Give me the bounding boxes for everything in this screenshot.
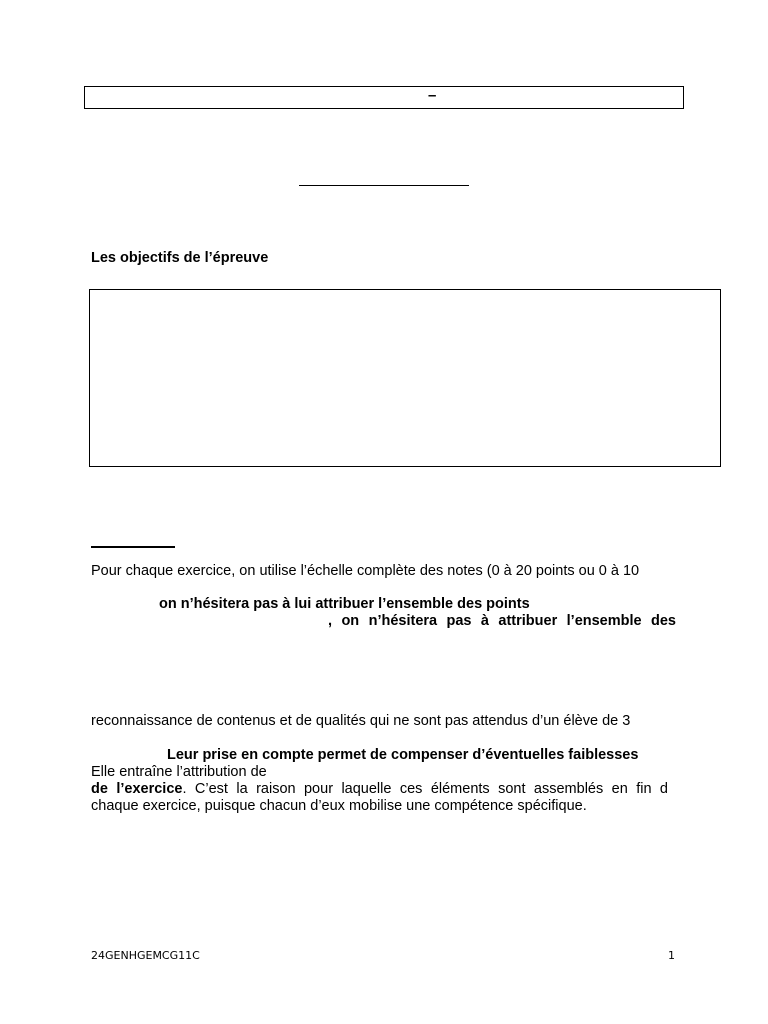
body-line-5: Leur prise en compte permet de compenser d’éventuelles faiblesses [167, 747, 639, 763]
body-line-1: Pour chaque exercice, on utilise l’échelle complète des notes (0 à 20 points ou 0 à 10 [91, 563, 640, 579]
header-box [84, 86, 684, 109]
header-dash: – [428, 87, 437, 104]
footer-code: 24GENHGEMCG11C [91, 949, 200, 962]
objectives-box [89, 289, 721, 467]
body-line-7 [91, 781, 668, 798]
page-number: 1 [668, 949, 675, 962]
body-line-7-rest: . C’est la raison pour laquelle ces éléments sont assemblés en fin d [182, 781, 668, 797]
body-line-6: Elle entraîne l’attribution de [91, 764, 267, 780]
body-line-4: reconnaissance de contenus et de qualités qui ne sont pas attendus d’un élève de 3 [91, 713, 631, 729]
body-line-2: on n’hésitera pas à lui attribuer l’ensemble des points [159, 596, 530, 612]
body-line-8: chaque exercice, puisque chacun d’eux mobilise une compétence spécifique. [91, 798, 587, 814]
title-rule [299, 185, 469, 186]
body-line-3: , on n’hésitera pas à attribuer l’ensemble des [328, 613, 676, 629]
body-line-7-bold: de l’exercice [91, 781, 183, 797]
subheading-rule [91, 546, 175, 548]
objectives-heading: Les objectifs de l’épreuve [91, 250, 269, 266]
